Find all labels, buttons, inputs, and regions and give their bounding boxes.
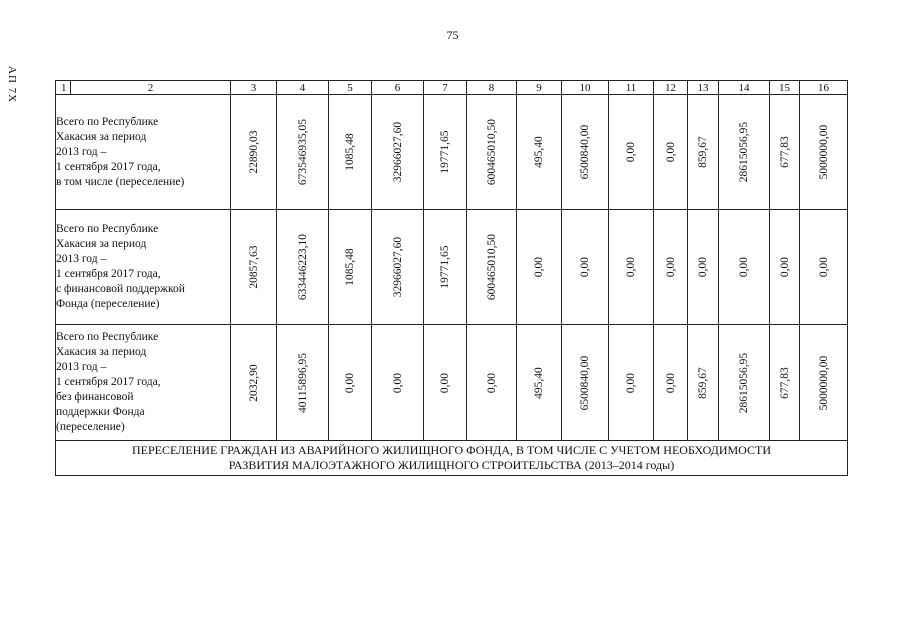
cell-value: 677,83 xyxy=(778,366,791,399)
row-label xyxy=(56,325,231,441)
row-label-line: с финансовой поддержкой xyxy=(56,283,185,295)
row-label-line: Всего по Республике xyxy=(56,331,159,343)
cell-value: 1085,48 xyxy=(344,248,356,286)
table-cell xyxy=(231,210,277,325)
cell-value: 0,00 xyxy=(533,256,545,278)
cell-value: 0,00 xyxy=(391,372,404,393)
row-label-line: 2013 год – xyxy=(56,361,107,373)
table-cell xyxy=(719,95,770,210)
cell-value: 28615056,95 xyxy=(738,121,750,183)
cell-value: 0,00 xyxy=(738,256,750,278)
cell-value: 20857,63 xyxy=(247,245,260,289)
cell-value: 0,00 xyxy=(625,141,637,163)
cell-value: 495,40 xyxy=(533,136,545,168)
table-cell xyxy=(372,325,424,441)
cell-value: 600465010,50 xyxy=(485,233,498,301)
cell-value: 6500840,00 xyxy=(579,124,591,180)
table-cell xyxy=(231,95,277,210)
table-row xyxy=(56,95,848,210)
table-cell xyxy=(800,210,848,325)
table-cell xyxy=(329,210,372,325)
table-cell xyxy=(719,325,770,441)
table-cell xyxy=(609,325,654,441)
cell-value: 859,67 xyxy=(697,366,709,399)
column-number: 1 xyxy=(56,81,71,95)
column-number: 10 xyxy=(562,81,609,95)
column-number: 6 xyxy=(372,81,424,95)
row-label-line: (переселение) xyxy=(56,421,125,433)
column-number: 14 xyxy=(719,81,770,95)
row-label-line: без финансовой xyxy=(56,391,134,403)
column-number: 15 xyxy=(770,81,800,95)
cell-value: 673546935,05 xyxy=(296,118,309,186)
table-cell xyxy=(562,210,609,325)
table-cell xyxy=(719,210,770,325)
row-label-line: 2013 год – xyxy=(56,253,107,265)
cell-value: 6500840,00 xyxy=(579,355,591,410)
table-cell xyxy=(800,95,848,210)
cell-value: 1085,48 xyxy=(344,133,356,171)
cell-value: 0,00 xyxy=(697,256,709,278)
table-cell xyxy=(467,325,517,441)
table-cell xyxy=(231,325,277,441)
cell-value: 0,00 xyxy=(664,141,677,163)
section-title xyxy=(56,441,848,476)
table-cell xyxy=(654,325,688,441)
cell-value: 5000000,00 xyxy=(817,124,830,180)
cell-value: 0,00 xyxy=(778,256,791,278)
table-cell xyxy=(770,325,800,441)
table-cell xyxy=(654,95,688,210)
table-cell xyxy=(770,95,800,210)
cell-value: 32966027,60 xyxy=(391,236,404,298)
table-cell xyxy=(562,95,609,210)
cell-value: 32966027,60 xyxy=(391,121,404,183)
column-number: 3 xyxy=(231,81,277,95)
cell-value: 0,00 xyxy=(625,372,637,393)
row-label-line: Всего по Республике xyxy=(56,115,159,128)
row-label-line: Хакасия за период xyxy=(56,238,147,250)
row-label-line: поддержки Фонда xyxy=(56,406,145,418)
row-label-line: Хакасия за период xyxy=(56,130,147,143)
cell-value: 28615056,95 xyxy=(738,352,750,413)
column-number: 4 xyxy=(277,81,329,95)
table-cell xyxy=(609,210,654,325)
cell-value: 40115896,95 xyxy=(296,352,309,413)
table-cell xyxy=(609,95,654,210)
table-cell xyxy=(329,95,372,210)
table-cell xyxy=(688,325,719,441)
section-row xyxy=(56,441,848,476)
table-cell xyxy=(654,210,688,325)
row-label-line: Хакасия за период xyxy=(56,346,147,358)
cell-value: 600465010,50 xyxy=(485,118,498,186)
cell-value: 0,00 xyxy=(344,372,356,393)
column-number: 5 xyxy=(329,81,372,95)
table-row xyxy=(56,210,848,325)
cell-value: 859,67 xyxy=(697,136,709,168)
table-cell xyxy=(424,210,467,325)
column-number: 8 xyxy=(467,81,517,95)
side-mark: АП 7Х xyxy=(6,66,18,104)
table-cell xyxy=(688,210,719,325)
table-cell xyxy=(424,95,467,210)
cell-value: 19771,65 xyxy=(439,130,451,174)
row-label-line: 1 сентября 2017 года, xyxy=(56,268,161,280)
table-cell xyxy=(517,210,562,325)
table-cell xyxy=(770,210,800,325)
page-number: 75 xyxy=(446,28,459,42)
cell-value: 0,00 xyxy=(579,256,591,278)
cell-value: 495,40 xyxy=(533,366,545,399)
row-label xyxy=(56,95,231,210)
table-cell xyxy=(517,325,562,441)
table-cell xyxy=(467,95,517,210)
cell-value: 0,00 xyxy=(664,256,677,278)
column-number: 12 xyxy=(654,81,688,95)
column-number: 9 xyxy=(517,81,562,95)
cell-value: 19771,65 xyxy=(439,245,451,289)
row-label xyxy=(56,210,231,325)
table-cell xyxy=(517,95,562,210)
row-label-line: 2013 год – xyxy=(56,145,107,158)
table-cell xyxy=(277,95,329,210)
table-cell xyxy=(277,210,329,325)
cell-value: 633446223,10 xyxy=(296,233,309,301)
cell-value: 5000000,00 xyxy=(817,355,830,410)
cell-value: 677,83 xyxy=(778,136,791,168)
table-cell xyxy=(688,95,719,210)
data-table xyxy=(55,80,848,476)
row-label-line: в том числе (переселение) xyxy=(56,175,185,188)
table-cell xyxy=(372,95,424,210)
row-label-line: 1 сентября 2017 года, xyxy=(56,160,161,173)
row-label-line: Фонда (переселение) xyxy=(56,298,160,310)
column-number: 13 xyxy=(688,81,719,95)
table-row xyxy=(56,325,848,441)
table-cell xyxy=(562,325,609,441)
column-number: 7 xyxy=(424,81,467,95)
section-title-line: РАЗВИТИЯ МАЛОЭТАЖНОГО ЖИЛИЩНОГО СТРОИТЕЛЬСТВА (2013–2014 годы) xyxy=(228,458,675,472)
table-cell xyxy=(277,325,329,441)
row-label-line: 1 сентября 2017 года, xyxy=(56,376,161,388)
column-number: 16 xyxy=(800,81,848,95)
cell-value: 2032,90 xyxy=(247,363,260,402)
table-cell xyxy=(800,325,848,441)
cell-value: 22890,03 xyxy=(247,130,260,174)
row-label-line: Всего по Республике xyxy=(56,223,159,235)
table-cell xyxy=(467,210,517,325)
cell-value: 0,00 xyxy=(485,372,498,393)
cell-value: 0,00 xyxy=(664,372,677,393)
cell-value: 0,00 xyxy=(439,372,451,393)
cell-value: 0,00 xyxy=(817,256,830,278)
table-cell xyxy=(329,325,372,441)
column-numbers-row xyxy=(56,81,848,95)
cell-value: 0,00 xyxy=(625,256,637,278)
column-number: 2 xyxy=(71,81,231,95)
section-title-line: ПЕРЕСЕЛЕНИЕ ГРАЖДАН ИЗ АВАРИЙНОГО ЖИЛИЩНОГО ФОНДА, В ТОМ ЧИСЛЕ С УЧЕТОМ НЕОБХОДИМОСТИ xyxy=(132,443,771,457)
column-number: 11 xyxy=(609,81,654,95)
table-cell xyxy=(372,210,424,325)
table-cell xyxy=(424,325,467,441)
